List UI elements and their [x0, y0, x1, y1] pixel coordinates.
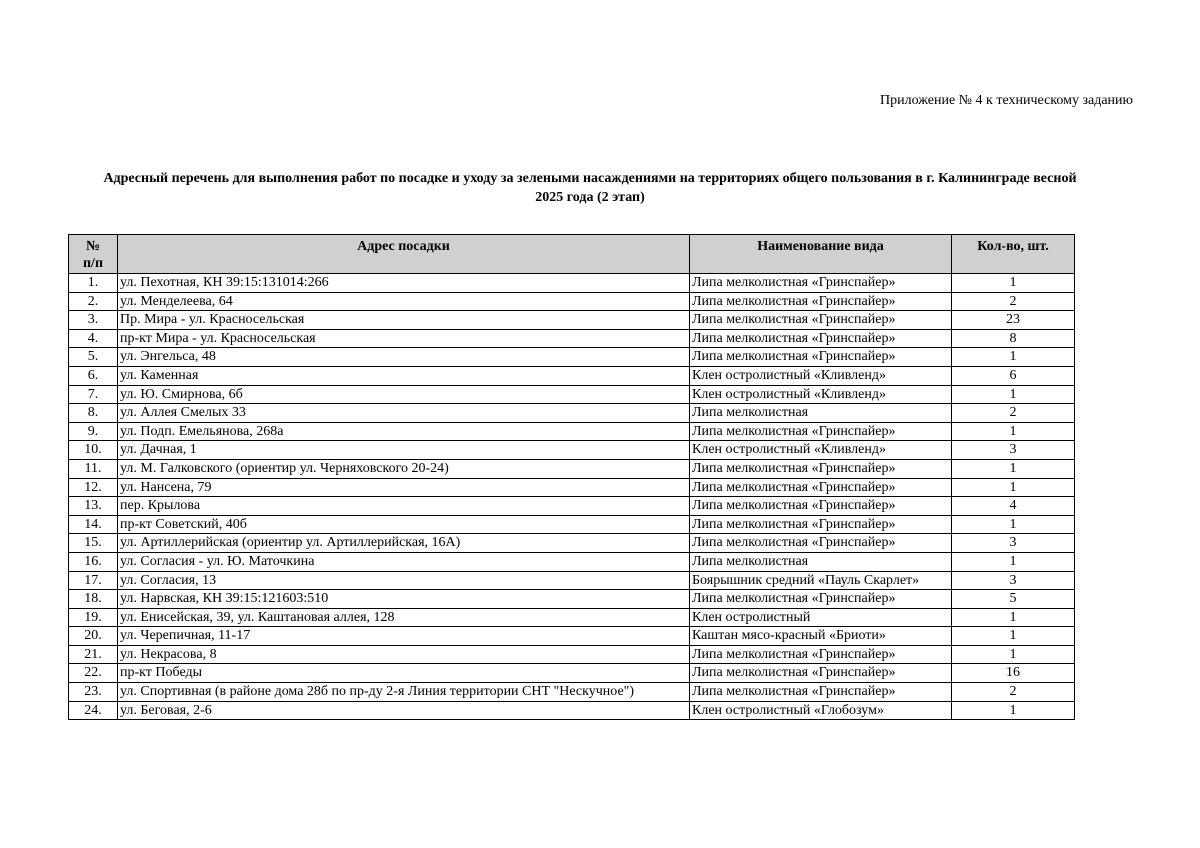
- document-title-line-1: Адресный перечень для выполнения работ по посадке и уходу за зелеными насаждениями на территориях общего пользования в г. Калининграде весной: [103, 171, 1077, 186]
- row-species: Липа мелколистная: [690, 404, 952, 423]
- table-row: [69, 329, 1075, 348]
- row-address: ул. Менделеева, 64: [118, 292, 690, 311]
- row-quantity: 1: [952, 422, 1075, 441]
- row-quantity: 1: [952, 701, 1075, 720]
- row-number: 1.: [69, 274, 118, 293]
- row-species: Клен остролистный «Кливленд»: [690, 441, 952, 460]
- row-species: Липа мелколистная: [690, 552, 952, 571]
- row-number: 22.: [69, 664, 118, 683]
- table-row: [69, 552, 1075, 571]
- row-number: 12.: [69, 478, 118, 497]
- row-address: пр-кт Победы: [118, 664, 690, 683]
- row-quantity: 2: [952, 292, 1075, 311]
- header-address: Адрес посадки: [118, 235, 690, 274]
- row-species: Липа мелколистная «Гринспайер»: [690, 329, 952, 348]
- row-number: 16.: [69, 552, 118, 571]
- row-address: ул. Артиллерийская (ориентир ул. Артиллерийская, 16А): [118, 534, 690, 553]
- row-address: ул. Каменная: [118, 366, 690, 385]
- row-species: Липа мелколистная «Гринспайер»: [690, 515, 952, 534]
- row-number: 19.: [69, 608, 118, 627]
- table-row: [69, 348, 1075, 367]
- row-quantity: 23: [952, 311, 1075, 330]
- row-quantity: 6: [952, 366, 1075, 385]
- row-quantity: 1: [952, 385, 1075, 404]
- row-address: пр-кт Советский, 40б: [118, 515, 690, 534]
- row-quantity: 3: [952, 441, 1075, 460]
- row-number: 4.: [69, 329, 118, 348]
- table-row: [69, 311, 1075, 330]
- row-quantity: 1: [952, 348, 1075, 367]
- row-quantity: 1: [952, 608, 1075, 627]
- table-row: [69, 441, 1075, 460]
- appendix-note: Приложение № 4 к техническому заданию: [880, 93, 1133, 108]
- row-address: ул. Согласия, 13: [118, 571, 690, 590]
- row-address: ул. Черепичная, 11-17: [118, 627, 690, 646]
- row-number: 6.: [69, 366, 118, 385]
- table-row: [69, 497, 1075, 516]
- row-address: ул. Согласия - ул. Ю. Маточкина: [118, 552, 690, 571]
- table-row: [69, 645, 1075, 664]
- table-row: [69, 292, 1075, 311]
- row-address: ул. Ю. Смирнова, 6б: [118, 385, 690, 404]
- table-row: [69, 534, 1075, 553]
- row-number: 17.: [69, 571, 118, 590]
- row-address: ул. Спортивная (в районе дома 28б по пр-ду 2-я Линия территории СНТ "Нескучное"): [118, 683, 690, 702]
- row-number: 8.: [69, 404, 118, 423]
- row-species: Клен остролистный: [690, 608, 952, 627]
- header-number: [69, 235, 118, 274]
- row-address: ул. Пехотная, КН 39:15:131014:266: [118, 274, 690, 293]
- row-quantity: 1: [952, 459, 1075, 478]
- row-species: Клен остролистный «Глобозум»: [690, 701, 952, 720]
- row-quantity: 1: [952, 478, 1075, 497]
- table-row: [69, 478, 1075, 497]
- table-row: [69, 385, 1075, 404]
- row-species: Каштан мясо-красный «Бриоти»: [690, 627, 952, 646]
- row-quantity: 2: [952, 404, 1075, 423]
- row-number: 14.: [69, 515, 118, 534]
- row-quantity: 5: [952, 590, 1075, 609]
- row-species: Липа мелколистная «Гринспайер»: [690, 683, 952, 702]
- row-species: Липа мелколистная «Гринспайер»: [690, 497, 952, 516]
- table-row: [69, 608, 1075, 627]
- row-number: 13.: [69, 497, 118, 516]
- table-row: [69, 701, 1075, 720]
- row-species: Клен остролистный «Кливленд»: [690, 366, 952, 385]
- table-row: [69, 459, 1075, 478]
- row-quantity: 8: [952, 329, 1075, 348]
- row-address: ул. Беговая, 2-6: [118, 701, 690, 720]
- row-number: 7.: [69, 385, 118, 404]
- row-quantity: 3: [952, 534, 1075, 553]
- planting-address-table: [68, 234, 1075, 720]
- row-quantity: 2: [952, 683, 1075, 702]
- row-species: Липа мелколистная «Гринспайер»: [690, 664, 952, 683]
- row-quantity: 1: [952, 515, 1075, 534]
- row-address: пер. Крылова: [118, 497, 690, 516]
- row-quantity: 1: [952, 627, 1075, 646]
- row-address: ул. Аллея Смелых 33: [118, 404, 690, 423]
- document-title: [20, 169, 1160, 207]
- row-quantity: 1: [952, 645, 1075, 664]
- row-number: 15.: [69, 534, 118, 553]
- document-title-line-2: 2025 года (2 этап): [535, 190, 645, 205]
- row-number: 23.: [69, 683, 118, 702]
- row-address: ул. Некрасова, 8: [118, 645, 690, 664]
- row-quantity: 3: [952, 571, 1075, 590]
- table-body: [69, 274, 1075, 720]
- row-address: ул. Энгельса, 48: [118, 348, 690, 367]
- row-species: Липа мелколистная «Гринспайер»: [690, 459, 952, 478]
- header-quantity: Кол-во, шт.: [952, 235, 1075, 274]
- row-number: 3.: [69, 311, 118, 330]
- row-address: ул. Дачная, 1: [118, 441, 690, 460]
- table-row: [69, 404, 1075, 423]
- row-species: Липа мелколистная «Гринспайер»: [690, 292, 952, 311]
- row-number: 2.: [69, 292, 118, 311]
- row-species: Липа мелколистная «Гринспайер»: [690, 311, 952, 330]
- table-header-row: [69, 235, 1075, 274]
- row-number: 24.: [69, 701, 118, 720]
- table-row: [69, 274, 1075, 293]
- row-species: Клен остролистный «Кливленд»: [690, 385, 952, 404]
- header-species: Наименование вида: [690, 235, 952, 274]
- row-number: 10.: [69, 441, 118, 460]
- row-address: ул. Нарвская, КН 39:15:121603:510: [118, 590, 690, 609]
- row-address: ул. Енисейская, 39, ул. Каштановая аллея, 128: [118, 608, 690, 627]
- table-row: [69, 683, 1075, 702]
- row-species: Липа мелколистная «Гринспайер»: [690, 534, 952, 553]
- header-number-line-1: №: [85, 239, 101, 254]
- table-row: [69, 571, 1075, 590]
- row-species: Липа мелколистная «Гринспайер»: [690, 422, 952, 441]
- header-number-line-2: п/п: [82, 256, 104, 271]
- table-row: [69, 664, 1075, 683]
- row-address: пр-кт Мира - ул. Красносельская: [118, 329, 690, 348]
- row-number: 11.: [69, 459, 118, 478]
- table-row: [69, 627, 1075, 646]
- row-species: Липа мелколистная «Гринспайер»: [690, 478, 952, 497]
- row-species: Боярышник средний «Пауль Скарлет»: [690, 571, 952, 590]
- row-number: 20.: [69, 627, 118, 646]
- table-row: [69, 422, 1075, 441]
- table-row: [69, 366, 1075, 385]
- row-quantity: 1: [952, 274, 1075, 293]
- row-address: ул. Нансена, 79: [118, 478, 690, 497]
- row-species: Липа мелколистная «Гринспайер»: [690, 590, 952, 609]
- row-species: Липа мелколистная «Гринспайер»: [690, 274, 952, 293]
- table-row: [69, 515, 1075, 534]
- table-row: [69, 590, 1075, 609]
- row-quantity: 1: [952, 552, 1075, 571]
- row-number: 18.: [69, 590, 118, 609]
- row-number: 9.: [69, 422, 118, 441]
- row-species: Липа мелколистная «Гринспайер»: [690, 645, 952, 664]
- row-quantity: 4: [952, 497, 1075, 516]
- row-address: Пр. Мира - ул. Красносельская: [118, 311, 690, 330]
- row-address: ул. Подп. Емельянова, 268а: [118, 422, 690, 441]
- row-number: 21.: [69, 645, 118, 664]
- row-address: ул. М. Галковского (ориентир ул. Черняховского 20-24): [118, 459, 690, 478]
- row-species: Липа мелколистная «Гринспайер»: [690, 348, 952, 367]
- row-number: 5.: [69, 348, 118, 367]
- row-quantity: 16: [952, 664, 1075, 683]
